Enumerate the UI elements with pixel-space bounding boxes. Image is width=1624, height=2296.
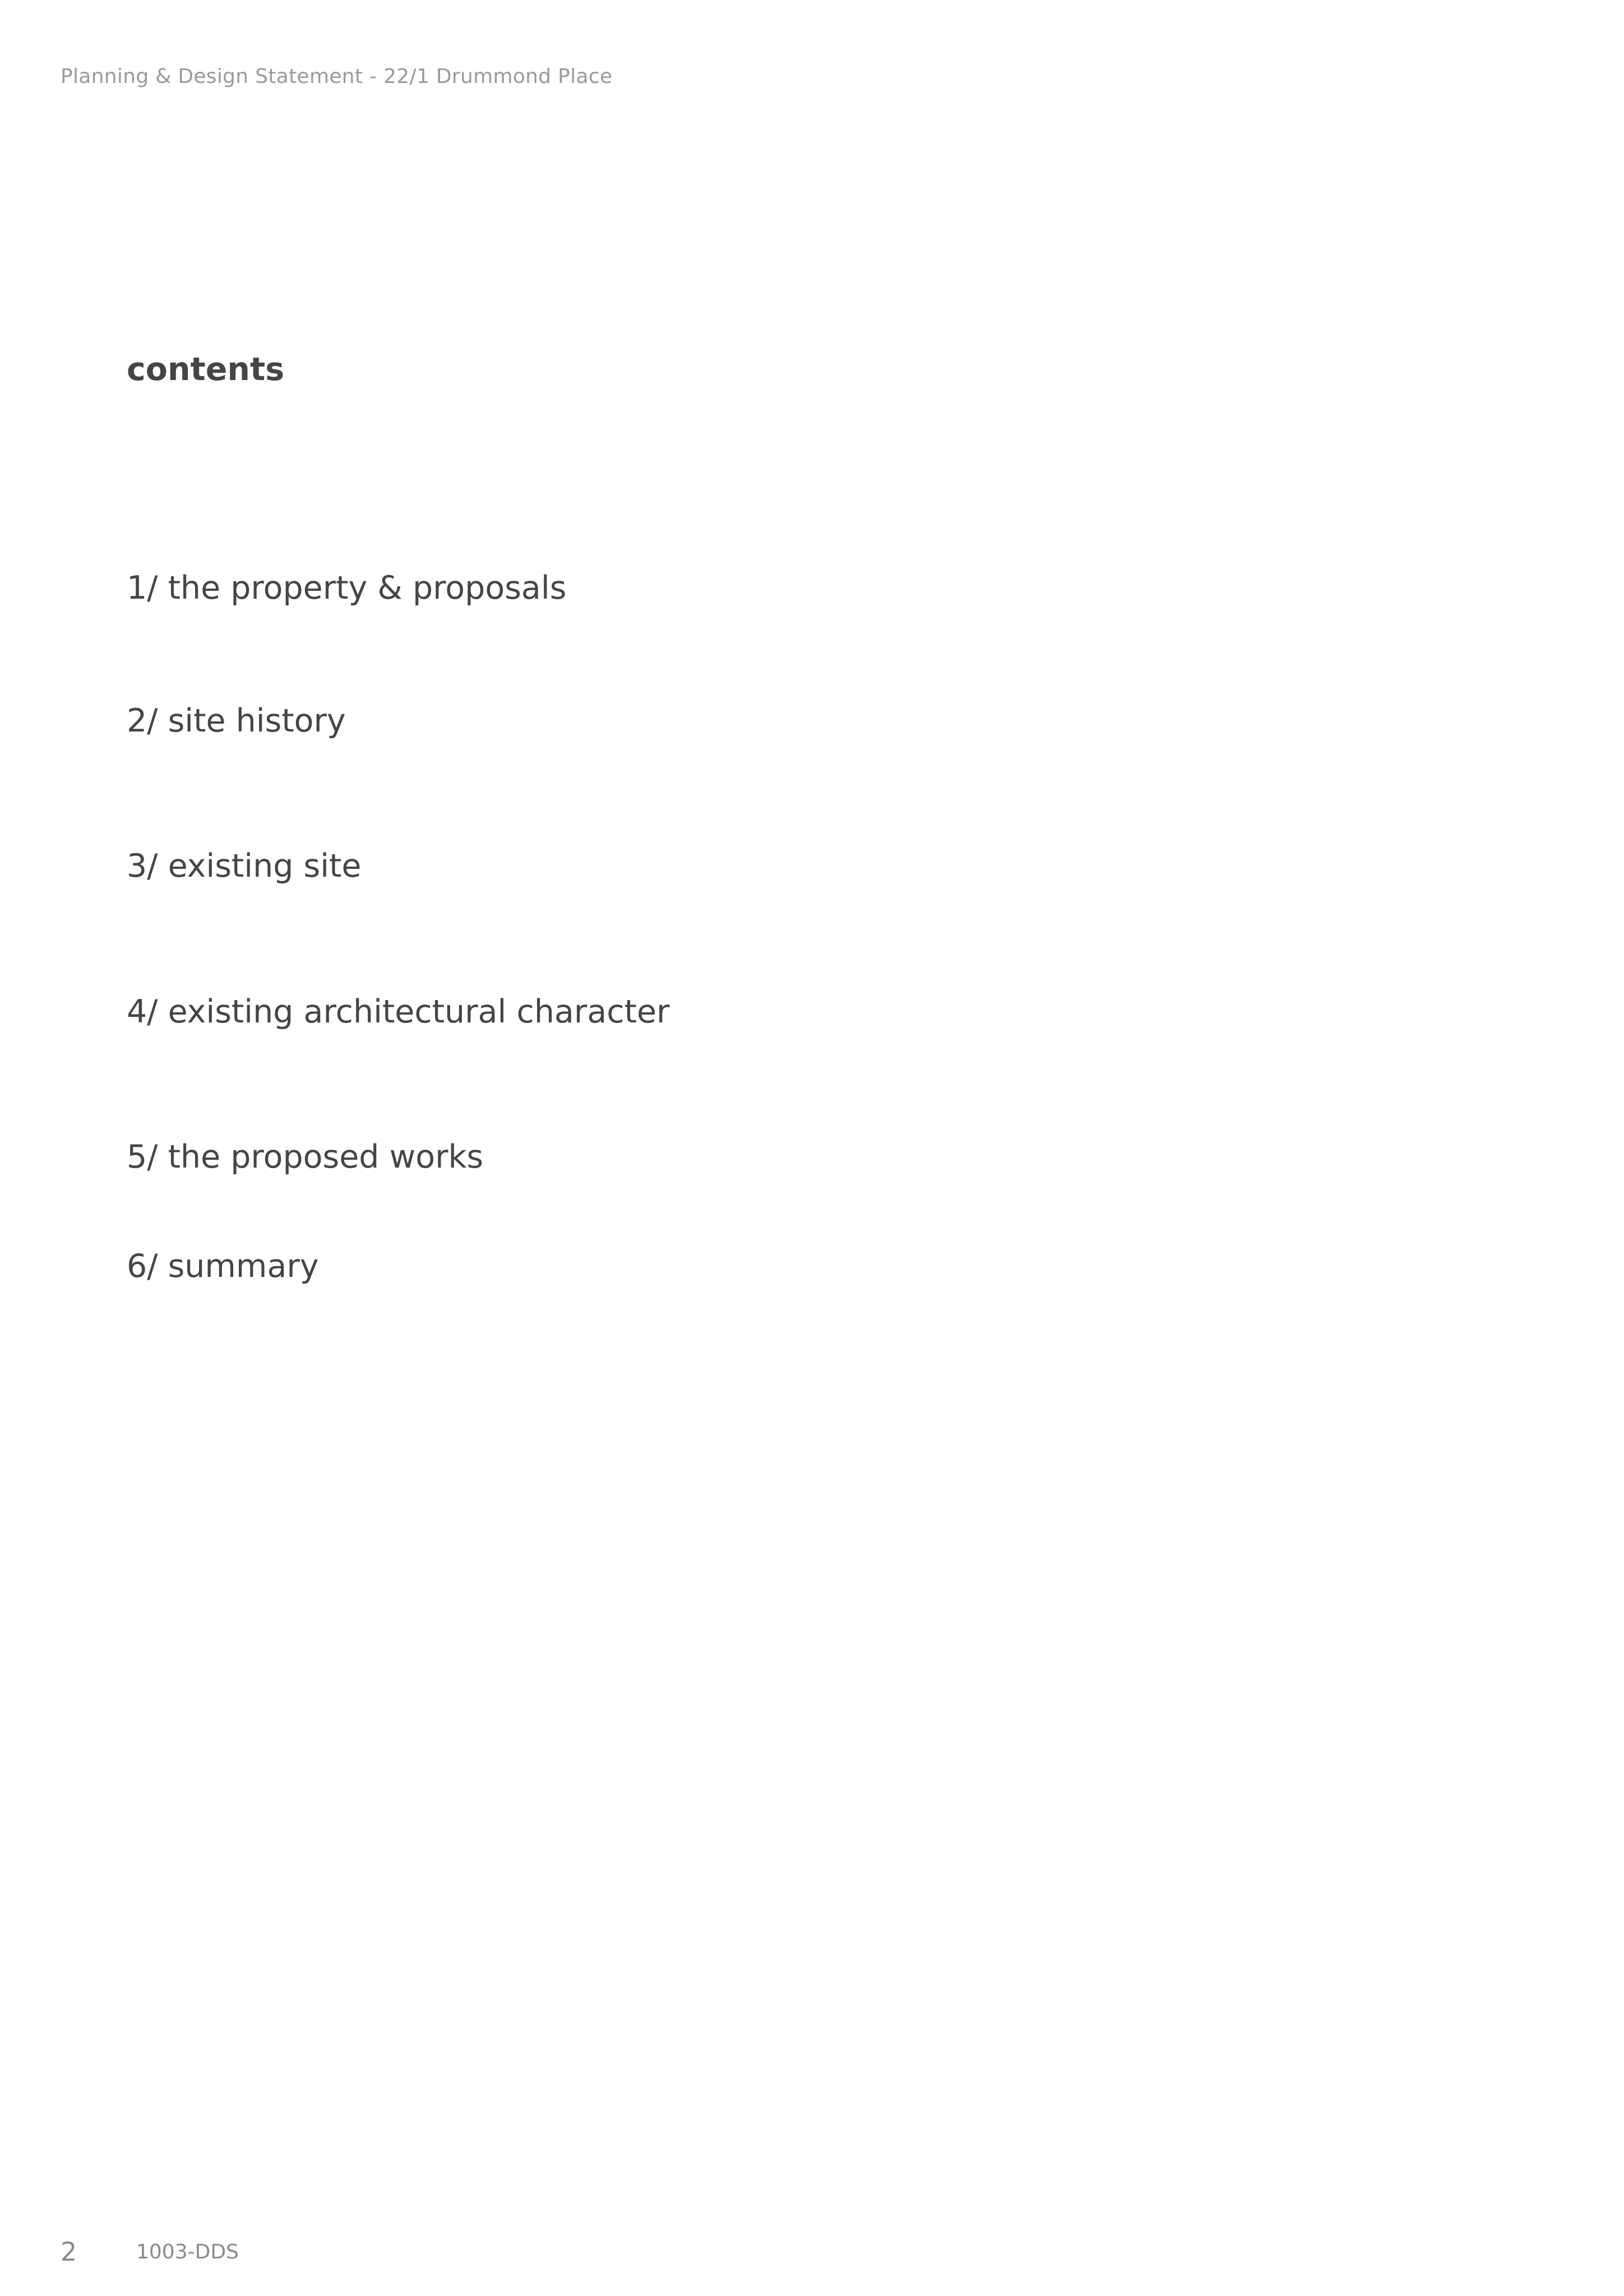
toc-item-property-proposals: 1/ the property & proposals bbox=[127, 570, 567, 607]
toc-item-proposed-works: 5/ the proposed works bbox=[127, 1138, 484, 1175]
document-code: 1003-DDS bbox=[136, 2241, 239, 2263]
running-header: Planning & Design Statement - 22/1 Drummond Place bbox=[61, 65, 613, 88]
toc-item-summary: 6/ summary bbox=[127, 1248, 319, 1285]
toc-item-site-history: 2/ site history bbox=[127, 702, 346, 739]
toc-item-existing-site: 3/ existing site bbox=[127, 848, 362, 885]
contents-heading: contents bbox=[127, 351, 285, 388]
toc-item-architectural-character: 4/ existing architectural character bbox=[127, 993, 670, 1030]
page-number: 2 bbox=[61, 2237, 77, 2267]
